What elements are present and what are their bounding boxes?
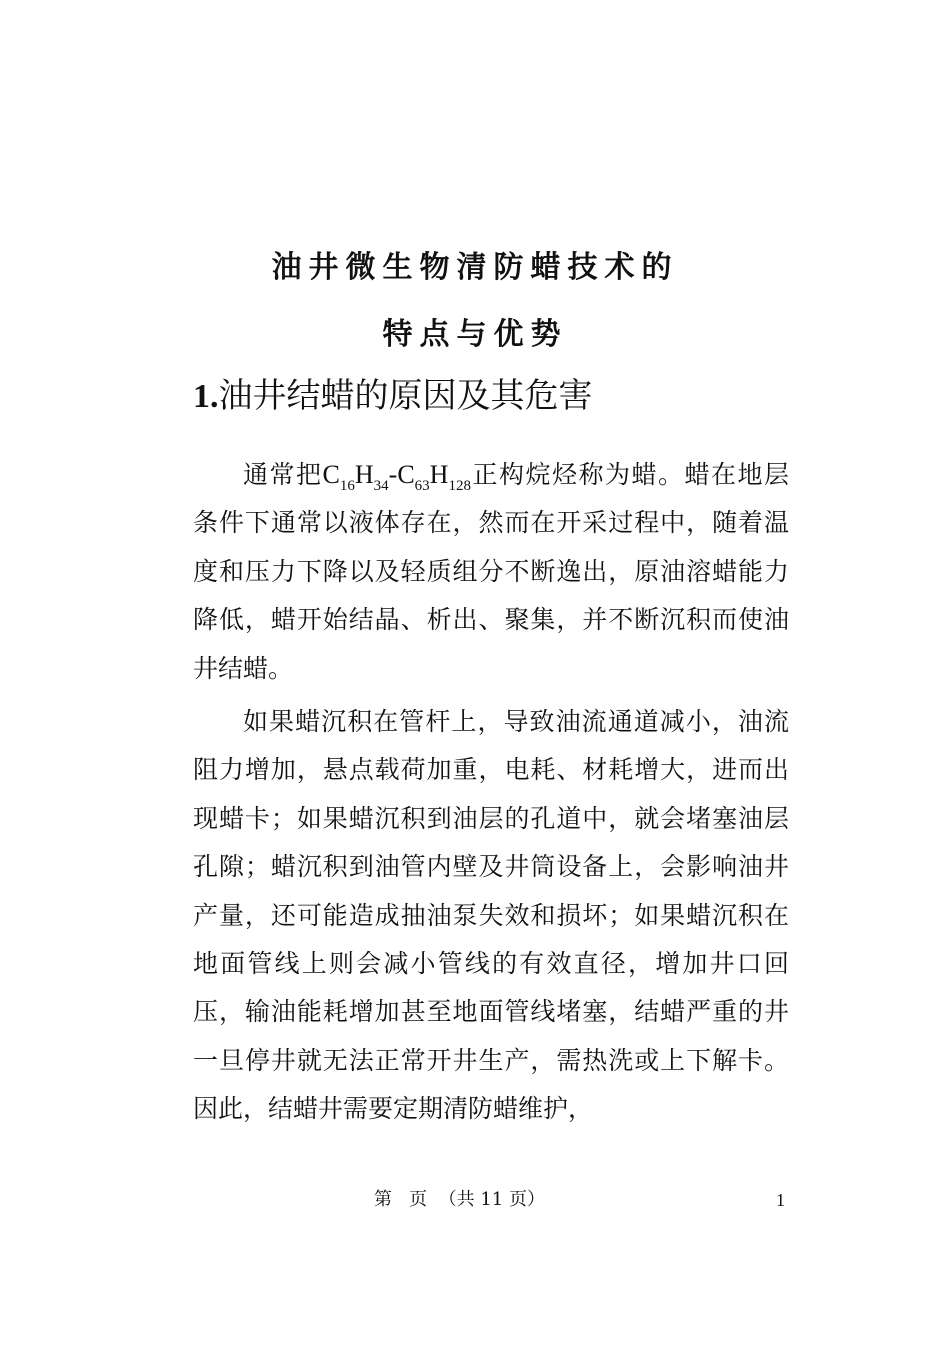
formula-c1-sub: 16 [339,478,355,494]
paragraph-2: 如果蜡沉积在管杆上，导致油流通道减小，油流阻力增加，悬点载荷加重，电耗、材耗增大，进而出现蜡卡；如果蜡沉积到油层的孔道中，就会堵塞油层孔隙；蜡沉积到油管内壁及井筒设备上，会影响油井产量，还可能造成抽油泵失效和损坏；如果蜡沉积在地面管线上则会减小管线的有效直径，增加井口回压，输油能耗增加甚至地面管线堵塞，结蜡严重的井一旦停井就无法正常开井生产，需热洗或上下解卡。因此，结蜡井需要定期清防蜡维护， [193,707,789,1124]
formula-h1-sub: 34 [373,478,389,494]
formula-h2: H [429,460,449,489]
document-title-line-2: 特点与优势 [382,317,568,352]
section-heading-text: 油井结蜡的原因及其危害 [218,376,593,416]
page-footer [0,1185,950,1215]
section-heading [193,372,593,421]
footer-page-number: 1 [776,1190,785,1210]
formula-h1: H [354,460,374,489]
formula-h2-sub: 128 [448,478,471,494]
section-number: 1. [193,378,219,415]
paragraph-1 [193,451,789,693]
formula-dash: - [388,460,398,489]
document-title-line-1: 油井微生物清防蜡技术的 [271,250,679,285]
footer-page-label: 第 页 （共 11 页） [374,1189,545,1210]
formula-c2-sub: 63 [414,478,430,494]
paragraph-1-rest: 正构烷烃称为蜡。蜡在地层条件下通常以液体存在，然而在开采过程中，随着温度和压力下降以及轻质组分不断逸出，原油溶蜡能力降低，蜡开始结晶、析出、聚集，并不断沉积而使油井结蜡。 [193,460,789,683]
formula-c1: C [322,460,340,489]
paragraph-1-lead: 通常把 [243,460,323,489]
formula-c2: C [397,460,415,489]
